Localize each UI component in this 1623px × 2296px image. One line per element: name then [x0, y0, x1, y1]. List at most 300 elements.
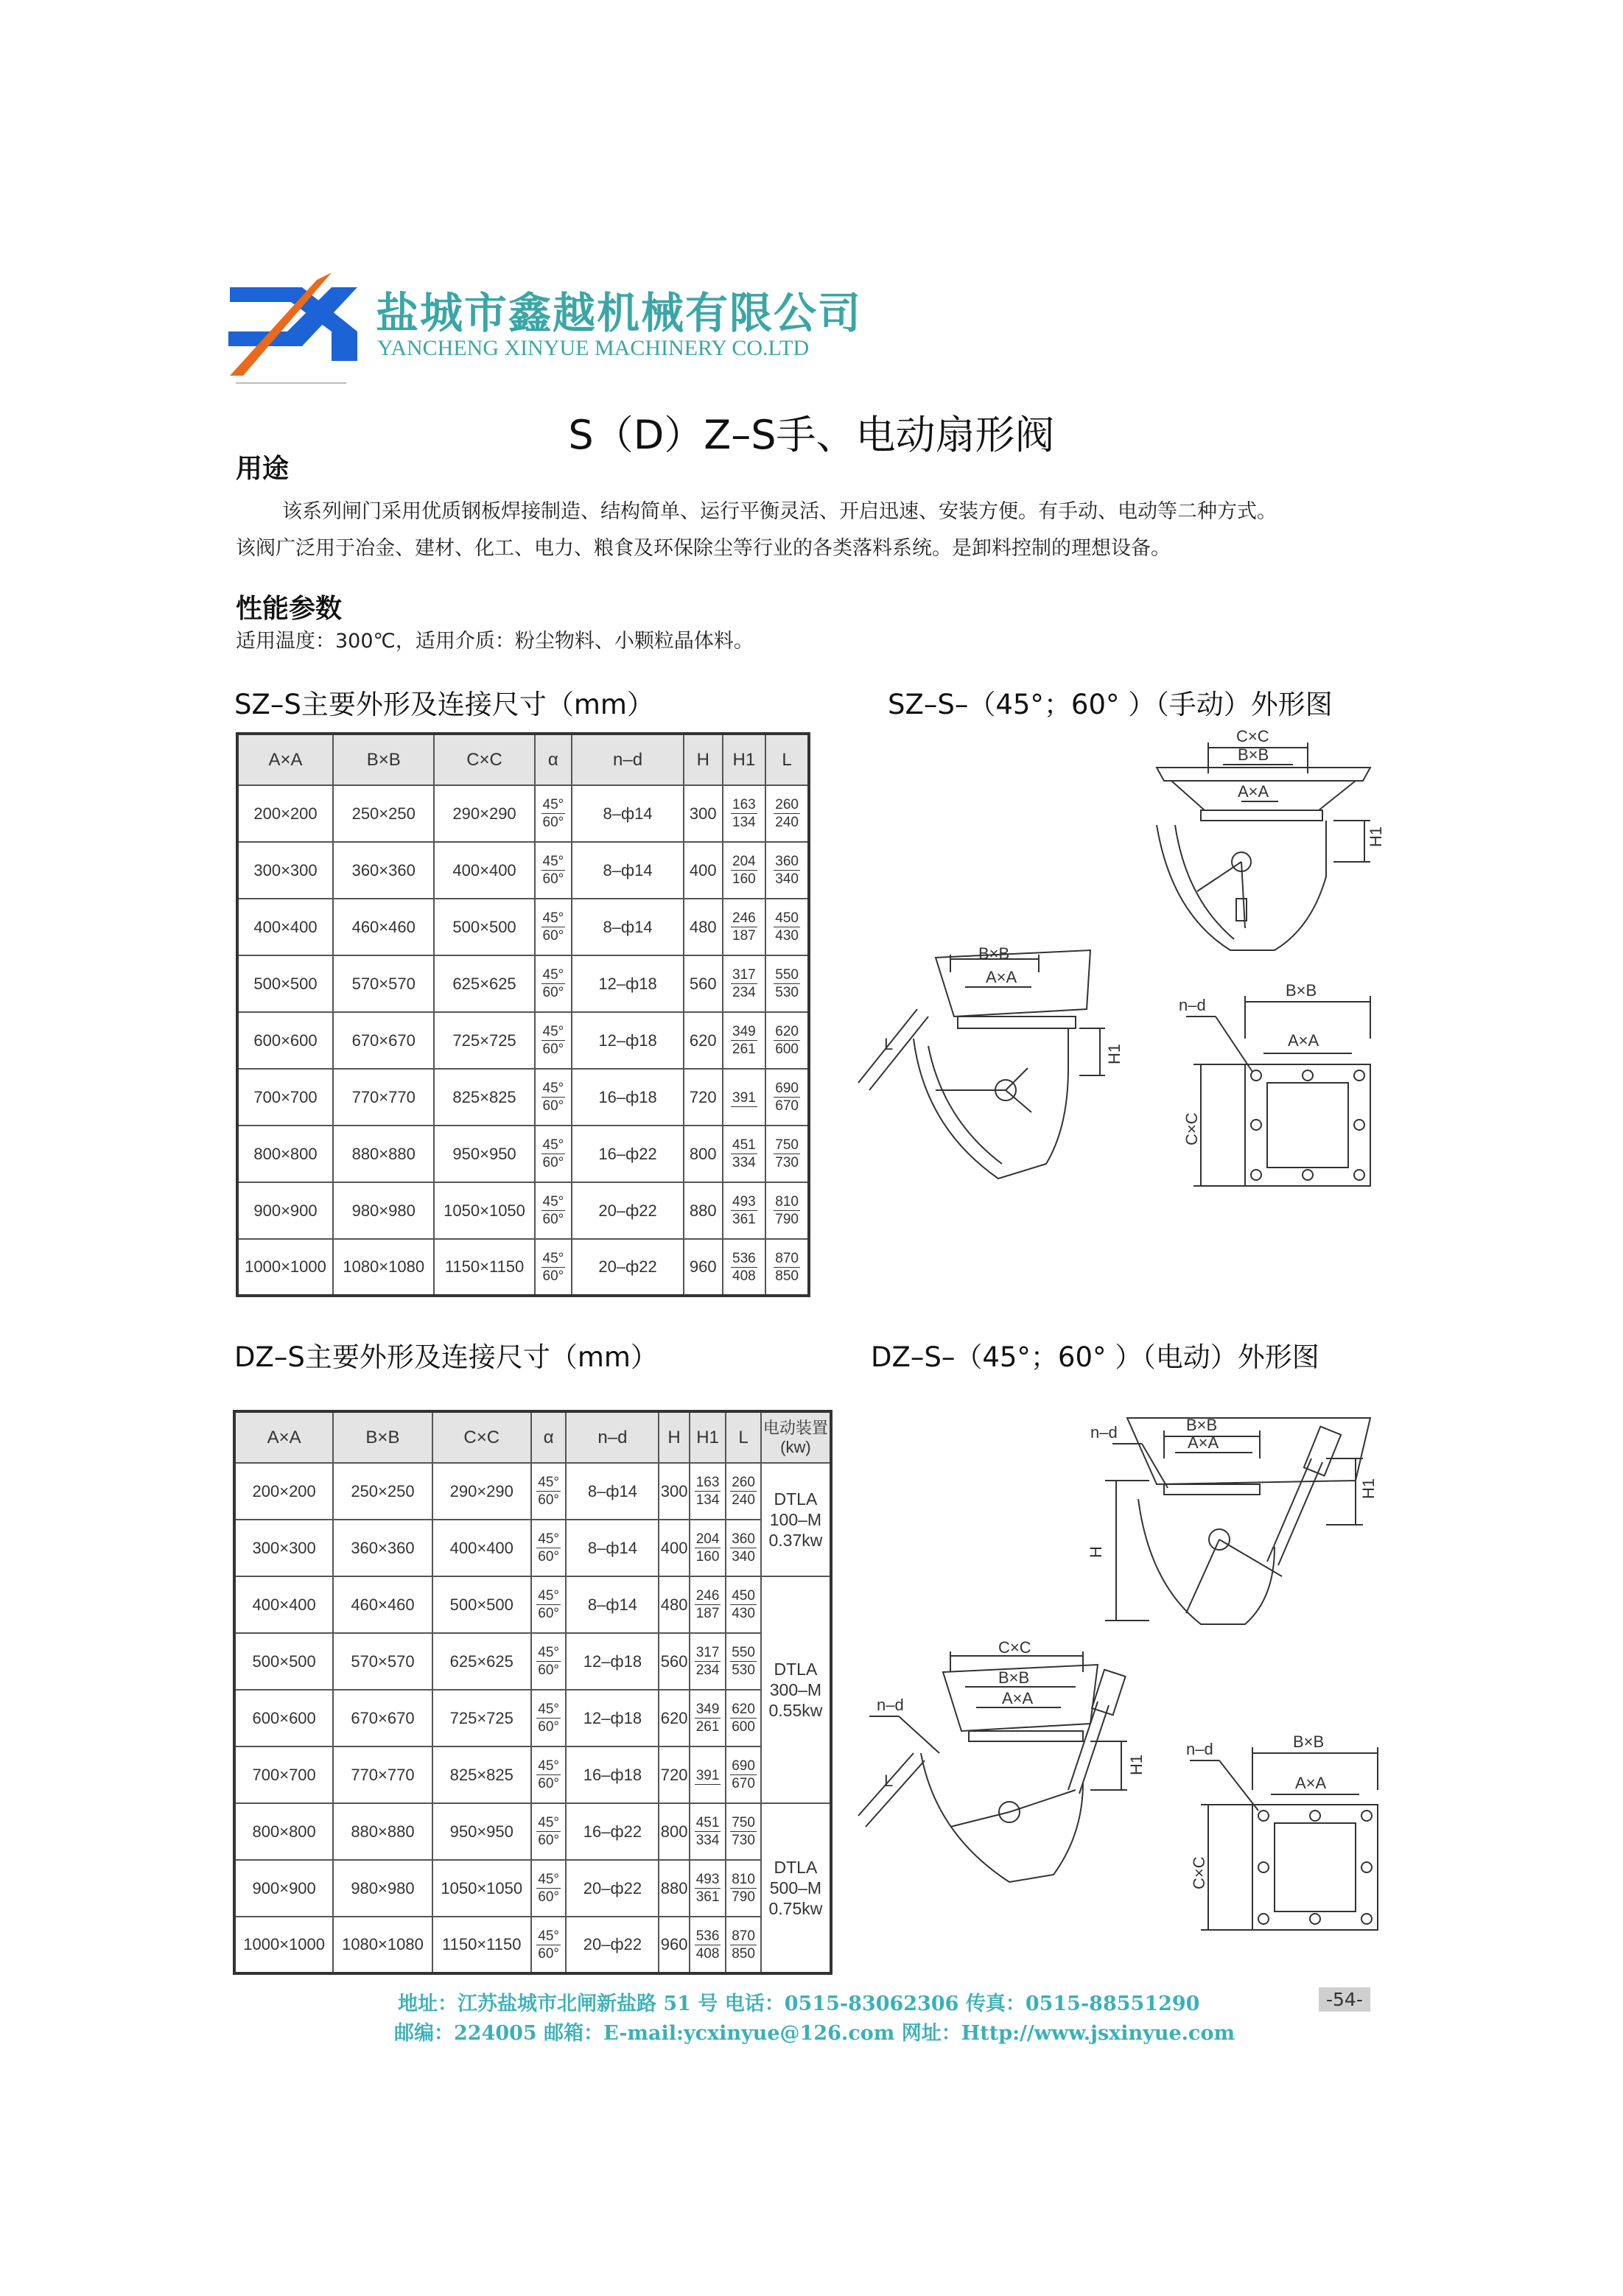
nd-cell: 20–ф22: [566, 1917, 659, 1973]
drive-cell: DTLA 100–M 0.37kw: [761, 1463, 831, 1576]
l-bottom: 600: [775, 1042, 799, 1057]
dz-side-cxc-label: C×C: [998, 1638, 1031, 1657]
alpha-bottom: 60°: [542, 985, 564, 1000]
l-fraction: [730, 1814, 757, 1849]
col-header-h: H: [659, 1411, 689, 1463]
h1-top: 317: [732, 967, 756, 983]
nd-cell: 12–ф18: [572, 1012, 684, 1069]
l-top: 810: [732, 1872, 755, 1887]
sz-flange-nd-label: n–d: [1179, 996, 1206, 1014]
usage-line-2: 该阀广泛用于冶金、建材、化工、电力、粮食及环保除尘等行业的各类落料系统。是卸料控制的理想设备。: [236, 537, 1171, 560]
axa-cell: 200×200: [237, 785, 333, 842]
axa-cell: 300×300: [237, 842, 333, 899]
axa-cell: 800×800: [237, 1126, 333, 1182]
sz-flange-view-drawing: [1171, 980, 1392, 1201]
nd-cell: 20–ф22: [572, 1239, 684, 1296]
h1-cell: [723, 842, 766, 899]
h1-fraction: [695, 1814, 721, 1849]
alpha-top: 45°: [538, 1872, 560, 1887]
h1-cell: [723, 785, 766, 842]
bxb-cell: 360×360: [333, 1520, 432, 1576]
h-cell: 880: [684, 1182, 722, 1239]
h1-cell: [690, 1463, 726, 1520]
l-bottom: 730: [775, 1155, 799, 1170]
col-header-nd: n–d: [566, 1411, 659, 1463]
alpha-fraction: [541, 853, 566, 888]
alpha-top: 45°: [538, 1928, 560, 1944]
table-row: [237, 842, 809, 899]
alpha-cell: [531, 1576, 567, 1633]
cxc-cell: 290×290: [434, 785, 534, 842]
axa-cell: 200×200: [234, 1463, 333, 1520]
nd-cell: 16–ф22: [572, 1126, 684, 1182]
alpha-top: 45°: [542, 910, 564, 926]
dz-top-view-drawing: [1076, 1414, 1400, 1635]
usage-line-1: 该系列闸门采用优质钢板焊接制造、结构简单、运行平衡灵活、开启迅速、安装方便。有手动、电动等二种方式。: [282, 500, 1277, 523]
table-row: [237, 1069, 809, 1126]
col-header-h1: H1: [723, 734, 766, 785]
dz-top-nd-label: n–d: [1090, 1423, 1118, 1442]
h1-bottom: 334: [732, 1155, 756, 1170]
l-cell: [726, 1690, 761, 1746]
bxb-cell: 670×670: [333, 1012, 434, 1069]
h1-bottom: 361: [695, 1889, 720, 1905]
h-cell: 400: [659, 1520, 689, 1576]
l-top: 870: [732, 1928, 755, 1944]
alpha-fraction: [536, 1928, 561, 1962]
h1-top: 536: [695, 1928, 720, 1944]
h1-bottom: 261: [695, 1719, 720, 1735]
h-cell: 720: [684, 1069, 722, 1126]
alpha-top: 45°: [542, 1081, 564, 1096]
bxb-cell: 250×250: [333, 785, 434, 842]
l-fraction: [774, 1080, 800, 1114]
h1-fraction: [695, 1531, 721, 1565]
nd-cell: 16–ф18: [566, 1746, 659, 1803]
l-cell: [726, 1860, 761, 1917]
alpha-top: 45°: [542, 797, 564, 812]
h1-bottom: 160: [695, 1549, 720, 1565]
h-cell: 960: [659, 1917, 689, 1973]
nd-cell: 12–ф18: [572, 955, 684, 1012]
l-bottom: 530: [732, 1663, 755, 1678]
alpha-bottom: 60°: [542, 1155, 564, 1170]
h1-bottom: 134: [695, 1492, 720, 1508]
bxb-cell: 460×460: [333, 1576, 432, 1633]
company-logo: [221, 258, 368, 383]
l-top: 260: [775, 797, 799, 812]
h1-cell: [723, 1012, 766, 1069]
alpha-top: 45°: [542, 854, 564, 869]
h1-fraction: [731, 796, 757, 831]
nd-cell: 8–ф14: [566, 1463, 659, 1520]
table-row: [237, 899, 809, 955]
axa-cell: 400×400: [237, 899, 333, 955]
sz-side-l-label: L: [884, 1035, 894, 1053]
l-bottom: 850: [775, 1268, 799, 1284]
bxb-cell: 460×460: [333, 899, 434, 955]
dz-top-h-label: H: [1087, 1546, 1105, 1558]
bxb-cell: 360×360: [333, 842, 434, 899]
l-bottom: 670: [775, 1098, 799, 1114]
h1-fraction: [695, 1928, 721, 1962]
axa-cell: 300×300: [234, 1520, 333, 1576]
h1-fraction: [695, 1767, 721, 1785]
dz-top-bxb-label: B×B: [1186, 1416, 1218, 1434]
nd-cell: 12–ф18: [566, 1633, 659, 1690]
alpha-fraction: [536, 1587, 561, 1622]
h1-cell: [690, 1576, 726, 1633]
cxc-cell: 500×500: [434, 899, 534, 955]
alpha-fraction: [536, 1871, 561, 1906]
h-cell: 480: [684, 899, 722, 955]
l-cell: [765, 1239, 809, 1296]
l-fraction: [774, 1137, 800, 1171]
l-cell: [726, 1520, 761, 1576]
h1-cell: [690, 1803, 726, 1860]
h1-top: 493: [695, 1872, 720, 1887]
dz-flange-nd-label: n–d: [1186, 1740, 1213, 1758]
col-header-cxc: C×C: [434, 734, 534, 785]
h-cell: 300: [659, 1463, 689, 1520]
bxb-cell: 1080×1080: [333, 1239, 434, 1296]
l-top: 450: [775, 910, 799, 926]
alpha-cell: [531, 1690, 567, 1746]
l-fraction: [774, 1250, 800, 1285]
sz-flange-axa-label: A×A: [1288, 1031, 1319, 1050]
table-row: [234, 1633, 831, 1690]
bxb-cell: 880×880: [333, 1803, 432, 1860]
alpha-fraction: [536, 1474, 561, 1509]
l-bottom: 340: [775, 871, 799, 887]
nd-cell: 8–ф14: [572, 899, 684, 955]
l-bottom: 600: [732, 1719, 755, 1735]
alpha-bottom: 60°: [538, 1889, 560, 1905]
sz-flange-cxc-label: C×C: [1182, 1112, 1201, 1145]
alpha-top: 45°: [542, 1137, 564, 1153]
axa-cell: 800×800: [234, 1803, 333, 1860]
l-cell: [726, 1917, 761, 1973]
l-bottom: 850: [732, 1945, 755, 1962]
table-row: [237, 1239, 809, 1296]
h-cell: 300: [684, 785, 722, 842]
alpha-cell: [535, 899, 572, 955]
col-header-alpha: α: [535, 734, 572, 785]
bxb-cell: 250×250: [333, 1463, 432, 1520]
cxc-cell: 825×825: [432, 1746, 531, 1803]
h1-cell: [690, 1520, 726, 1576]
table-row: [234, 1520, 831, 1576]
sz-flange-bxb-label: B×B: [1286, 981, 1317, 1000]
col-header-drive: 电动装置(kw): [761, 1411, 831, 1463]
cxc-cell: 1150×1150: [434, 1239, 534, 1296]
h1-fraction: [695, 1871, 721, 1906]
cxc-cell: 1050×1050: [432, 1860, 531, 1917]
table-row: [237, 1012, 809, 1069]
l-bottom: 790: [775, 1212, 799, 1227]
nd-cell: 8–ф14: [572, 785, 684, 842]
alpha-bottom: 60°: [542, 928, 564, 944]
alpha-top: 45°: [538, 1531, 560, 1547]
table-row: [234, 1690, 831, 1746]
alpha-bottom: 60°: [542, 815, 564, 830]
l-cell: [765, 785, 809, 842]
l-top: 260: [732, 1475, 755, 1490]
l-top: 550: [775, 967, 799, 983]
h1-bottom: 160: [732, 871, 756, 887]
bxb-cell: 570×570: [333, 955, 434, 1012]
l-top: 750: [775, 1137, 799, 1153]
h1-fraction: [731, 1089, 757, 1107]
l-cell: [765, 1126, 809, 1182]
drive-cell: DTLA 500–M 0.75kw: [761, 1803, 831, 1973]
l-top: 750: [732, 1815, 755, 1830]
l-bottom: 340: [732, 1549, 755, 1565]
sz-side-bxb-label: B×B: [978, 944, 1010, 963]
l-bottom: 240: [775, 815, 799, 830]
h1-fraction: [731, 853, 757, 888]
h-cell: 800: [684, 1126, 722, 1182]
alpha-cell: [535, 842, 572, 899]
h1-fraction: [695, 1644, 721, 1679]
alpha-cell: [535, 1126, 572, 1182]
alpha-top: 45°: [542, 1194, 564, 1210]
alpha-fraction: [541, 1137, 566, 1171]
axa-cell: 1000×1000: [234, 1917, 333, 1973]
l-fraction: [730, 1701, 757, 1735]
bxb-cell: 880×880: [333, 1126, 434, 1182]
bxb-cell: 670×670: [333, 1690, 432, 1746]
axa-cell: 900×900: [234, 1860, 333, 1917]
axa-cell: 400×400: [234, 1576, 333, 1633]
performance-text: 适用温度：300℃，适用介质：粉尘物料、小颗粒晶体料。: [236, 630, 754, 653]
col-header-h1: H1: [690, 1411, 726, 1463]
cxc-cell: 950×950: [432, 1803, 531, 1860]
alpha-cell: [531, 1520, 567, 1576]
bxb-cell: 570×570: [333, 1633, 432, 1690]
alpha-top: 45°: [538, 1588, 560, 1604]
l-cell: [765, 1182, 809, 1239]
col-header-axa: A×A: [237, 734, 333, 785]
col-header-l: L: [765, 734, 809, 785]
table-row: [237, 1182, 809, 1239]
alpha-fraction: [541, 1250, 566, 1285]
h-cell: 620: [659, 1690, 689, 1746]
col-header-h: H: [684, 734, 722, 785]
l-bottom: 240: [732, 1492, 755, 1508]
h1-cell: [723, 899, 766, 955]
h-cell: 480: [659, 1576, 689, 1633]
l-fraction: [774, 966, 800, 1001]
nd-cell: 16–ф22: [566, 1803, 659, 1860]
l-bottom: 430: [775, 928, 799, 944]
h1-fraction: [731, 966, 757, 1001]
h1-top: 451: [695, 1815, 720, 1830]
col-header-nd: n–d: [572, 734, 684, 785]
h1-fraction: [731, 1250, 757, 1285]
nd-cell: 8–ф14: [572, 842, 684, 899]
dz-side-l-label: L: [884, 1772, 894, 1790]
col-header-axa: A×A: [234, 1411, 333, 1463]
table-row: [237, 1126, 809, 1182]
nd-cell: 12–ф18: [566, 1690, 659, 1746]
h1-top: 246: [695, 1588, 720, 1604]
cxc-cell: 825×825: [434, 1069, 534, 1126]
h1-bottom: 134: [732, 815, 756, 830]
alpha-bottom: 60°: [538, 1833, 560, 1848]
h1-top: 246: [732, 910, 756, 926]
col-header-l: L: [726, 1411, 761, 1463]
alpha-bottom: 60°: [538, 1606, 560, 1621]
alpha-cell: [531, 1803, 567, 1860]
l-top: 690: [775, 1081, 799, 1096]
col-header-alpha: α: [531, 1411, 567, 1463]
bxb-cell: 980×980: [333, 1860, 432, 1917]
l-bottom: 790: [732, 1889, 755, 1905]
alpha-fraction: [541, 1193, 566, 1228]
nd-cell: 8–ф14: [566, 1576, 659, 1633]
h1-cell: [723, 955, 766, 1012]
cxc-cell: 950×950: [434, 1126, 534, 1182]
cxc-cell: 400×400: [434, 842, 534, 899]
alpha-top: 45°: [538, 1475, 560, 1490]
alpha-bottom: 60°: [538, 1945, 560, 1962]
h-cell: 560: [659, 1633, 689, 1690]
alpha-top: 45°: [538, 1815, 560, 1830]
sz-top-h1-label: H1: [1367, 826, 1385, 847]
l-fraction: [730, 1758, 757, 1792]
h1-cell: [723, 1069, 766, 1126]
l-cell: [765, 899, 809, 955]
h-cell: 800: [659, 1803, 689, 1860]
alpha-fraction: [541, 910, 566, 944]
sz-top-bxb-label: B×B: [1238, 745, 1269, 764]
col-header-cxc: C×C: [432, 1411, 531, 1463]
h1-fraction: [731, 1137, 757, 1171]
alpha-fraction: [536, 1758, 561, 1792]
l-fraction: [730, 1928, 757, 1962]
h1-top: 317: [695, 1645, 720, 1660]
l-cell: [726, 1803, 761, 1860]
table-row: [234, 1917, 831, 1973]
h-cell: 560: [684, 955, 722, 1012]
bxb-cell: 980×980: [333, 1182, 434, 1239]
alpha-cell: [535, 1069, 572, 1126]
dz-side-axa-label: A×A: [1002, 1689, 1034, 1707]
h-cell: 720: [659, 1746, 689, 1803]
dz-flange-view-drawing: [1179, 1731, 1400, 1952]
dz-side-nd-label: n–d: [877, 1696, 904, 1714]
alpha-cell: [531, 1860, 567, 1917]
alpha-top: 45°: [538, 1702, 560, 1717]
company-name-cn: 盐城市鑫越机械有限公司: [376, 288, 863, 338]
sz-top-cxc-label: C×C: [1236, 727, 1269, 745]
h1-fraction: [731, 910, 757, 944]
nd-cell: 20–ф22: [572, 1182, 684, 1239]
dz-flange-axa-label: A×A: [1295, 1774, 1327, 1792]
dz-table-caption: DZ–S主要外形及连接尺寸（mm）: [234, 1341, 658, 1373]
performance-heading: 性能参数: [236, 594, 343, 624]
alpha-top: 45°: [538, 1758, 560, 1774]
cxc-cell: 725×725: [432, 1690, 531, 1746]
h1-cell: [690, 1746, 726, 1803]
bxb-cell: 1080×1080: [333, 1917, 432, 1973]
l-fraction: [730, 1474, 757, 1509]
alpha-fraction: [541, 1080, 566, 1114]
l-bottom: 730: [732, 1833, 755, 1848]
dz-spec-table: [233, 1410, 832, 1975]
sz-top-view-drawing: [1127, 729, 1400, 965]
l-top: 360: [732, 1531, 755, 1547]
nd-cell: 20–ф22: [566, 1860, 659, 1917]
h1-top: 204: [732, 854, 756, 869]
alpha-bottom: 60°: [542, 871, 564, 887]
h1-bottom: 408: [732, 1268, 756, 1284]
alpha-bottom: 60°: [542, 1042, 564, 1057]
l-fraction: [774, 853, 800, 888]
alpha-cell: [531, 1746, 567, 1803]
h1-fraction: [695, 1474, 721, 1509]
alpha-top: 45°: [542, 1250, 564, 1266]
h1-top: 349: [695, 1702, 720, 1717]
alpha-bottom: 60°: [542, 1268, 564, 1284]
l-bottom: 670: [732, 1776, 755, 1791]
cxc-cell: 625×625: [434, 955, 534, 1012]
footer-contact-line-2: 邮编：224005 邮箱：E-mail:ycxinyue@126.com 网址：Http://www.jsxinyue.com: [394, 2022, 1235, 2045]
company-name-en: YANCHENG XINYUE MACHINERY CO.LTD: [377, 336, 810, 360]
l-fraction: [730, 1531, 757, 1565]
axa-cell: 1000×1000: [237, 1239, 333, 1296]
col-header-bxb: B×B: [333, 734, 434, 785]
h1-fraction: [731, 1193, 757, 1228]
axa-cell: 600×600: [234, 1690, 333, 1746]
alpha-bottom: 60°: [538, 1663, 560, 1678]
alpha-bottom: 60°: [542, 1212, 564, 1227]
alpha-cell: [535, 955, 572, 1012]
table-row: [237, 955, 809, 1012]
h1-bottom: 234: [695, 1663, 720, 1678]
cxc-cell: 625×625: [432, 1633, 531, 1690]
l-cell: [726, 1463, 761, 1520]
alpha-fraction: [541, 796, 566, 831]
l-fraction: [730, 1587, 757, 1622]
alpha-top: 45°: [542, 967, 564, 983]
sz-top-axa-label: A×A: [1238, 782, 1269, 801]
drive-cell: DTLA 300–M 0.55kw: [761, 1576, 831, 1803]
h1-cell: [723, 1239, 766, 1296]
dz-drawing-caption: DZ–S–（45°；60° ）（电动）外形图: [871, 1341, 1319, 1373]
bxb-cell: 770×770: [333, 1746, 432, 1803]
l-cell: [726, 1633, 761, 1690]
axa-cell: 700×700: [234, 1746, 333, 1803]
axa-cell: 500×500: [237, 955, 333, 1012]
alpha-top: 45°: [542, 1024, 564, 1039]
h1-bottom: 261: [732, 1042, 756, 1057]
cxc-cell: 500×500: [432, 1576, 531, 1633]
table-row: [234, 1746, 831, 1803]
axa-cell: 700×700: [237, 1069, 333, 1126]
h1-top: 163: [732, 797, 756, 812]
h1-bottom: 334: [695, 1833, 720, 1848]
cxc-cell: 400×400: [432, 1520, 531, 1576]
h1-cell: [690, 1860, 726, 1917]
h1-cell: [690, 1917, 726, 1973]
axa-cell: 900×900: [237, 1182, 333, 1239]
table-row: [234, 1463, 831, 1520]
cxc-cell: 725×725: [434, 1012, 534, 1069]
sz-side-view-drawing: [847, 943, 1142, 1193]
l-top: 550: [732, 1645, 755, 1660]
